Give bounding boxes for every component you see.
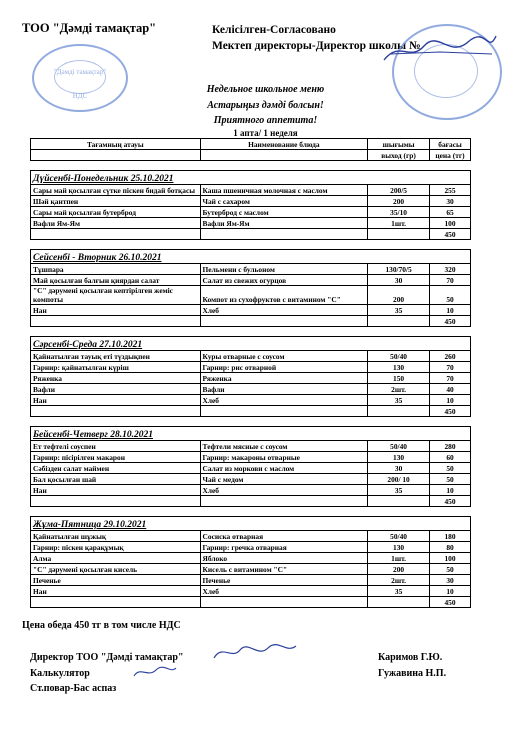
dish-yield: 200: [368, 286, 430, 305]
menu-row: [31, 474, 471, 485]
menu-row: [31, 542, 471, 553]
stamp-bottom-text: НДС: [72, 92, 88, 100]
menu-row: [31, 452, 471, 463]
day-spacer: [31, 507, 471, 517]
dish-price: 65: [430, 207, 471, 218]
dish-name-kz: "С" дәрумені қосылған кисель: [31, 564, 201, 575]
day-spacer: [31, 240, 471, 250]
table-header-row-2: [31, 150, 471, 161]
calculator-label: Калькулятор: [30, 667, 90, 679]
dish-price: 10: [430, 305, 471, 316]
day-total-row: [31, 406, 471, 417]
col-header-yield-ru: выход (гр): [368, 150, 430, 161]
menu-row: [31, 553, 471, 564]
dish-name-ru: Гарнир: гречка отварная: [200, 542, 368, 553]
dish-price: 70: [430, 373, 471, 384]
dish-name-ru: Яблоко: [200, 553, 368, 564]
menu-row: [31, 441, 471, 452]
dish-name-ru: Каша пшеничная молочная с маслом: [200, 185, 368, 196]
dish-name-kz: Вафли Ям-Ям: [31, 218, 201, 229]
dish-name-ru: Хлеб: [200, 305, 368, 316]
table-header-row: [31, 139, 471, 150]
dish-yield: 1шт.: [368, 218, 430, 229]
col-header-price-ru: цена (тг): [430, 150, 471, 161]
dish-name-ru: Пельмени с бульоном: [200, 264, 368, 275]
dish-name-ru: Куры отварные с соусом: [200, 351, 368, 362]
dish-price: 40: [430, 384, 471, 395]
dish-name-ru: Ряженка: [200, 373, 368, 384]
signatory-names: [378, 650, 446, 681]
dish-price: 255: [430, 185, 471, 196]
menu-title: Недельное школьное меню: [206, 84, 325, 95]
dish-yield: 50/40: [368, 441, 430, 452]
dish-price: 100: [430, 218, 471, 229]
dish-name-kz: Гарнир: пісірілген макарон: [31, 452, 201, 463]
dish-name-kz: Ет тефтелі соуспен: [31, 441, 201, 452]
dish-yield: 130: [368, 542, 430, 553]
dish-yield: 50/40: [368, 351, 430, 362]
day-spacer: [31, 161, 471, 171]
dish-name-kz: Гарнир: піскен қарақұмық: [31, 542, 201, 553]
approval-line-2: Мектеп директоры-Директор школы №: [212, 40, 421, 52]
dish-yield: 130/70/5: [368, 264, 430, 275]
dish-yield: 200/ 10: [368, 474, 430, 485]
dish-name-kz: Сары май қосылған сүтке піскен бидай ботқасы: [31, 185, 201, 196]
dish-name-kz: Май қосылған балғын қиярдан салат: [31, 275, 201, 286]
dish-name-ru: Хлеб: [200, 485, 368, 496]
dish-name-ru: Гарнир: макароны отварные: [200, 452, 368, 463]
dish-yield: 30: [368, 275, 430, 286]
day-total-row: [31, 496, 471, 507]
dish-price: 180: [430, 531, 471, 542]
day-header-row: [31, 250, 471, 264]
dish-yield: 35: [368, 485, 430, 496]
dish-price: 70: [430, 275, 471, 286]
day-total-row: [31, 229, 471, 240]
dish-yield: 2шт.: [368, 575, 430, 586]
menu-wish: Приятного аппетита!: [213, 115, 318, 126]
dish-name-ru: Чай с медом: [200, 474, 368, 485]
dish-name-ru: Чай с сахаром: [200, 196, 368, 207]
dish-price: 100: [430, 553, 471, 564]
menu-heading: [0, 82, 531, 129]
day-total-row: [31, 597, 471, 608]
dish-yield: 35: [368, 395, 430, 406]
dish-yield: 35: [368, 586, 430, 597]
dish-price: 80: [430, 542, 471, 553]
dish-yield: 35: [368, 305, 430, 316]
dish-yield: 130: [368, 452, 430, 463]
dish-price: 30: [430, 575, 471, 586]
dish-yield: 200: [368, 564, 430, 575]
menu-row: [31, 362, 471, 373]
dish-name-ru: Бутерброд с маслом: [200, 207, 368, 218]
dish-name-kz: Сәбізден салат маймен: [31, 463, 201, 474]
dish-yield: 1шт.: [368, 553, 430, 564]
dish-yield: 200/5: [368, 185, 430, 196]
day-header-row: [31, 171, 471, 185]
day-header-row: [31, 337, 471, 351]
dish-price: 280: [430, 441, 471, 452]
dish-name-kz: Алма: [31, 553, 201, 564]
dish-name-kz: "С" дәрумені қосылған кептірілген жеміс компоты: [31, 286, 201, 305]
dish-price: 260: [430, 351, 471, 362]
day-total: 450: [430, 406, 471, 417]
menu-row: [31, 384, 471, 395]
director-name: Каримов Г.Ю.: [378, 652, 443, 663]
dish-name-kz: Қайнатылған тауық еті түздықпен: [31, 351, 201, 362]
dish-price: 50: [430, 463, 471, 474]
dish-name-kz: Тұшпара: [31, 264, 201, 275]
dish-name-kz: Нан: [31, 305, 201, 316]
dish-name-kz: Сары май қосылған бутерброд: [31, 207, 201, 218]
menu-row: [31, 395, 471, 406]
menu-row: [31, 351, 471, 362]
menu-row: [31, 196, 471, 207]
dish-price: 60: [430, 452, 471, 463]
dish-yield: 50/40: [368, 531, 430, 542]
calculator-signature: [130, 662, 180, 682]
dish-price: 50: [430, 474, 471, 485]
dish-name-ru: Салат из моркови с маслом: [200, 463, 368, 474]
price-note: Цена обеда 450 тг в том числе НДС: [22, 620, 181, 631]
day-header-row: [31, 517, 471, 531]
dish-name-kz: Қайнатылған шұжық: [31, 531, 201, 542]
dish-name-ru: Вафли Ям-Ям: [200, 218, 368, 229]
menu-table: [30, 138, 471, 608]
col-header-yield-kz: шығымы: [368, 139, 430, 150]
menu-row: [31, 463, 471, 474]
director-signature-bottom: [210, 640, 300, 664]
dish-name-kz: Нан: [31, 586, 201, 597]
dish-name-ru: Компот из сухофруктов с витамином "С": [200, 286, 368, 305]
dish-price: 50: [430, 286, 471, 305]
dish-yield: 30: [368, 463, 430, 474]
dish-name-ru: Хлеб: [200, 586, 368, 597]
menu-row: [31, 305, 471, 316]
dish-yield: 150: [368, 373, 430, 384]
menu-subtitle: Астарыңыз дәмді болсын!: [207, 99, 324, 111]
director-signature: [380, 32, 500, 68]
menu-row: [31, 275, 471, 286]
menu-row: [31, 531, 471, 542]
menu-row: [31, 218, 471, 229]
dish-price: 10: [430, 586, 471, 597]
day-spacer: [31, 417, 471, 427]
dish-name-kz: Гарнир: қайнатылған күріш: [31, 362, 201, 373]
dish-name-ru: Тефтели мясные с соусом: [200, 441, 368, 452]
day-title: Жұма-Пятница 29.10.2021: [31, 517, 368, 531]
dish-price: 10: [430, 395, 471, 406]
dish-name-kz: Печенье: [31, 575, 201, 586]
dish-yield: 35/10: [368, 207, 430, 218]
chef-label: Ст.повар-Бас аспаз: [30, 683, 117, 694]
stamp-text: "Дәмді тамақтар": [53, 68, 107, 76]
day-spacer: [31, 327, 471, 337]
dish-name-ru: Сосиска отварная: [200, 531, 368, 542]
menu-row: [31, 485, 471, 496]
day-title: Бейсенбі-Четверг 28.10.2021: [31, 427, 368, 441]
director-label: Директор ТОО "Дәмді тамақтар": [30, 652, 184, 663]
dish-name-kz: Бал қосылған шай: [31, 474, 201, 485]
dish-name-kz: Шәй қантпен: [31, 196, 201, 207]
dish-name-kz: Ряженка: [31, 373, 201, 384]
dish-name-ru: Салат из свежих огурцов: [200, 275, 368, 286]
calculator-name: Гужавина Н.П.: [378, 667, 447, 679]
menu-row: [31, 264, 471, 275]
dish-name-ru: Гарнир: рис отварной: [200, 362, 368, 373]
menu-row: [31, 564, 471, 575]
dish-price: 30: [430, 196, 471, 207]
dish-yield: 2шт.: [368, 384, 430, 395]
menu-row: [31, 586, 471, 597]
dish-name-ru: Хлеб: [200, 395, 368, 406]
dish-price: 70: [430, 362, 471, 373]
week-label: 1 апта/ 1 неделя: [233, 128, 298, 138]
day-total: 450: [430, 597, 471, 608]
dish-yield: 200: [368, 196, 430, 207]
day-title: Сейсенбі - Вторник 26.10.2021: [31, 250, 368, 264]
day-title: Сәрсенбі-Среда 27.10.2021: [31, 337, 368, 351]
organization-name: ТОО "Дәмді тамақтар": [22, 21, 157, 35]
day-header-row: [31, 427, 471, 441]
dish-price: 10: [430, 485, 471, 496]
dish-name-kz: Нан: [31, 485, 201, 496]
dish-name-ru: Вафли: [200, 384, 368, 395]
dish-price: 320: [430, 264, 471, 275]
approval-line-1: Келісілген-Согласовано: [212, 24, 336, 36]
col-header-kz: Тағамның атауы: [31, 139, 201, 150]
day-total: 450: [430, 496, 471, 507]
menu-row: [31, 286, 471, 305]
dish-name-kz: Нан: [31, 395, 201, 406]
menu-row: [31, 575, 471, 586]
day-total: 450: [430, 229, 471, 240]
col-header-ru: Наименование блюда: [200, 139, 368, 150]
menu-row: [31, 207, 471, 218]
day-total: 450: [430, 316, 471, 327]
menu-row: [31, 185, 471, 196]
dish-yield: 130: [368, 362, 430, 373]
dish-name-ru: Кисель с витамином "С": [200, 564, 368, 575]
col-header-price-kz: бағасы: [430, 139, 471, 150]
day-title: Дүйсенбі-Понедельник 25.10.2021: [31, 171, 368, 185]
dish-name-ru: Печенье: [200, 575, 368, 586]
dish-name-kz: Вафли: [31, 384, 201, 395]
day-total-row: [31, 316, 471, 327]
menu-row: [31, 373, 471, 384]
dish-price: 50: [430, 564, 471, 575]
